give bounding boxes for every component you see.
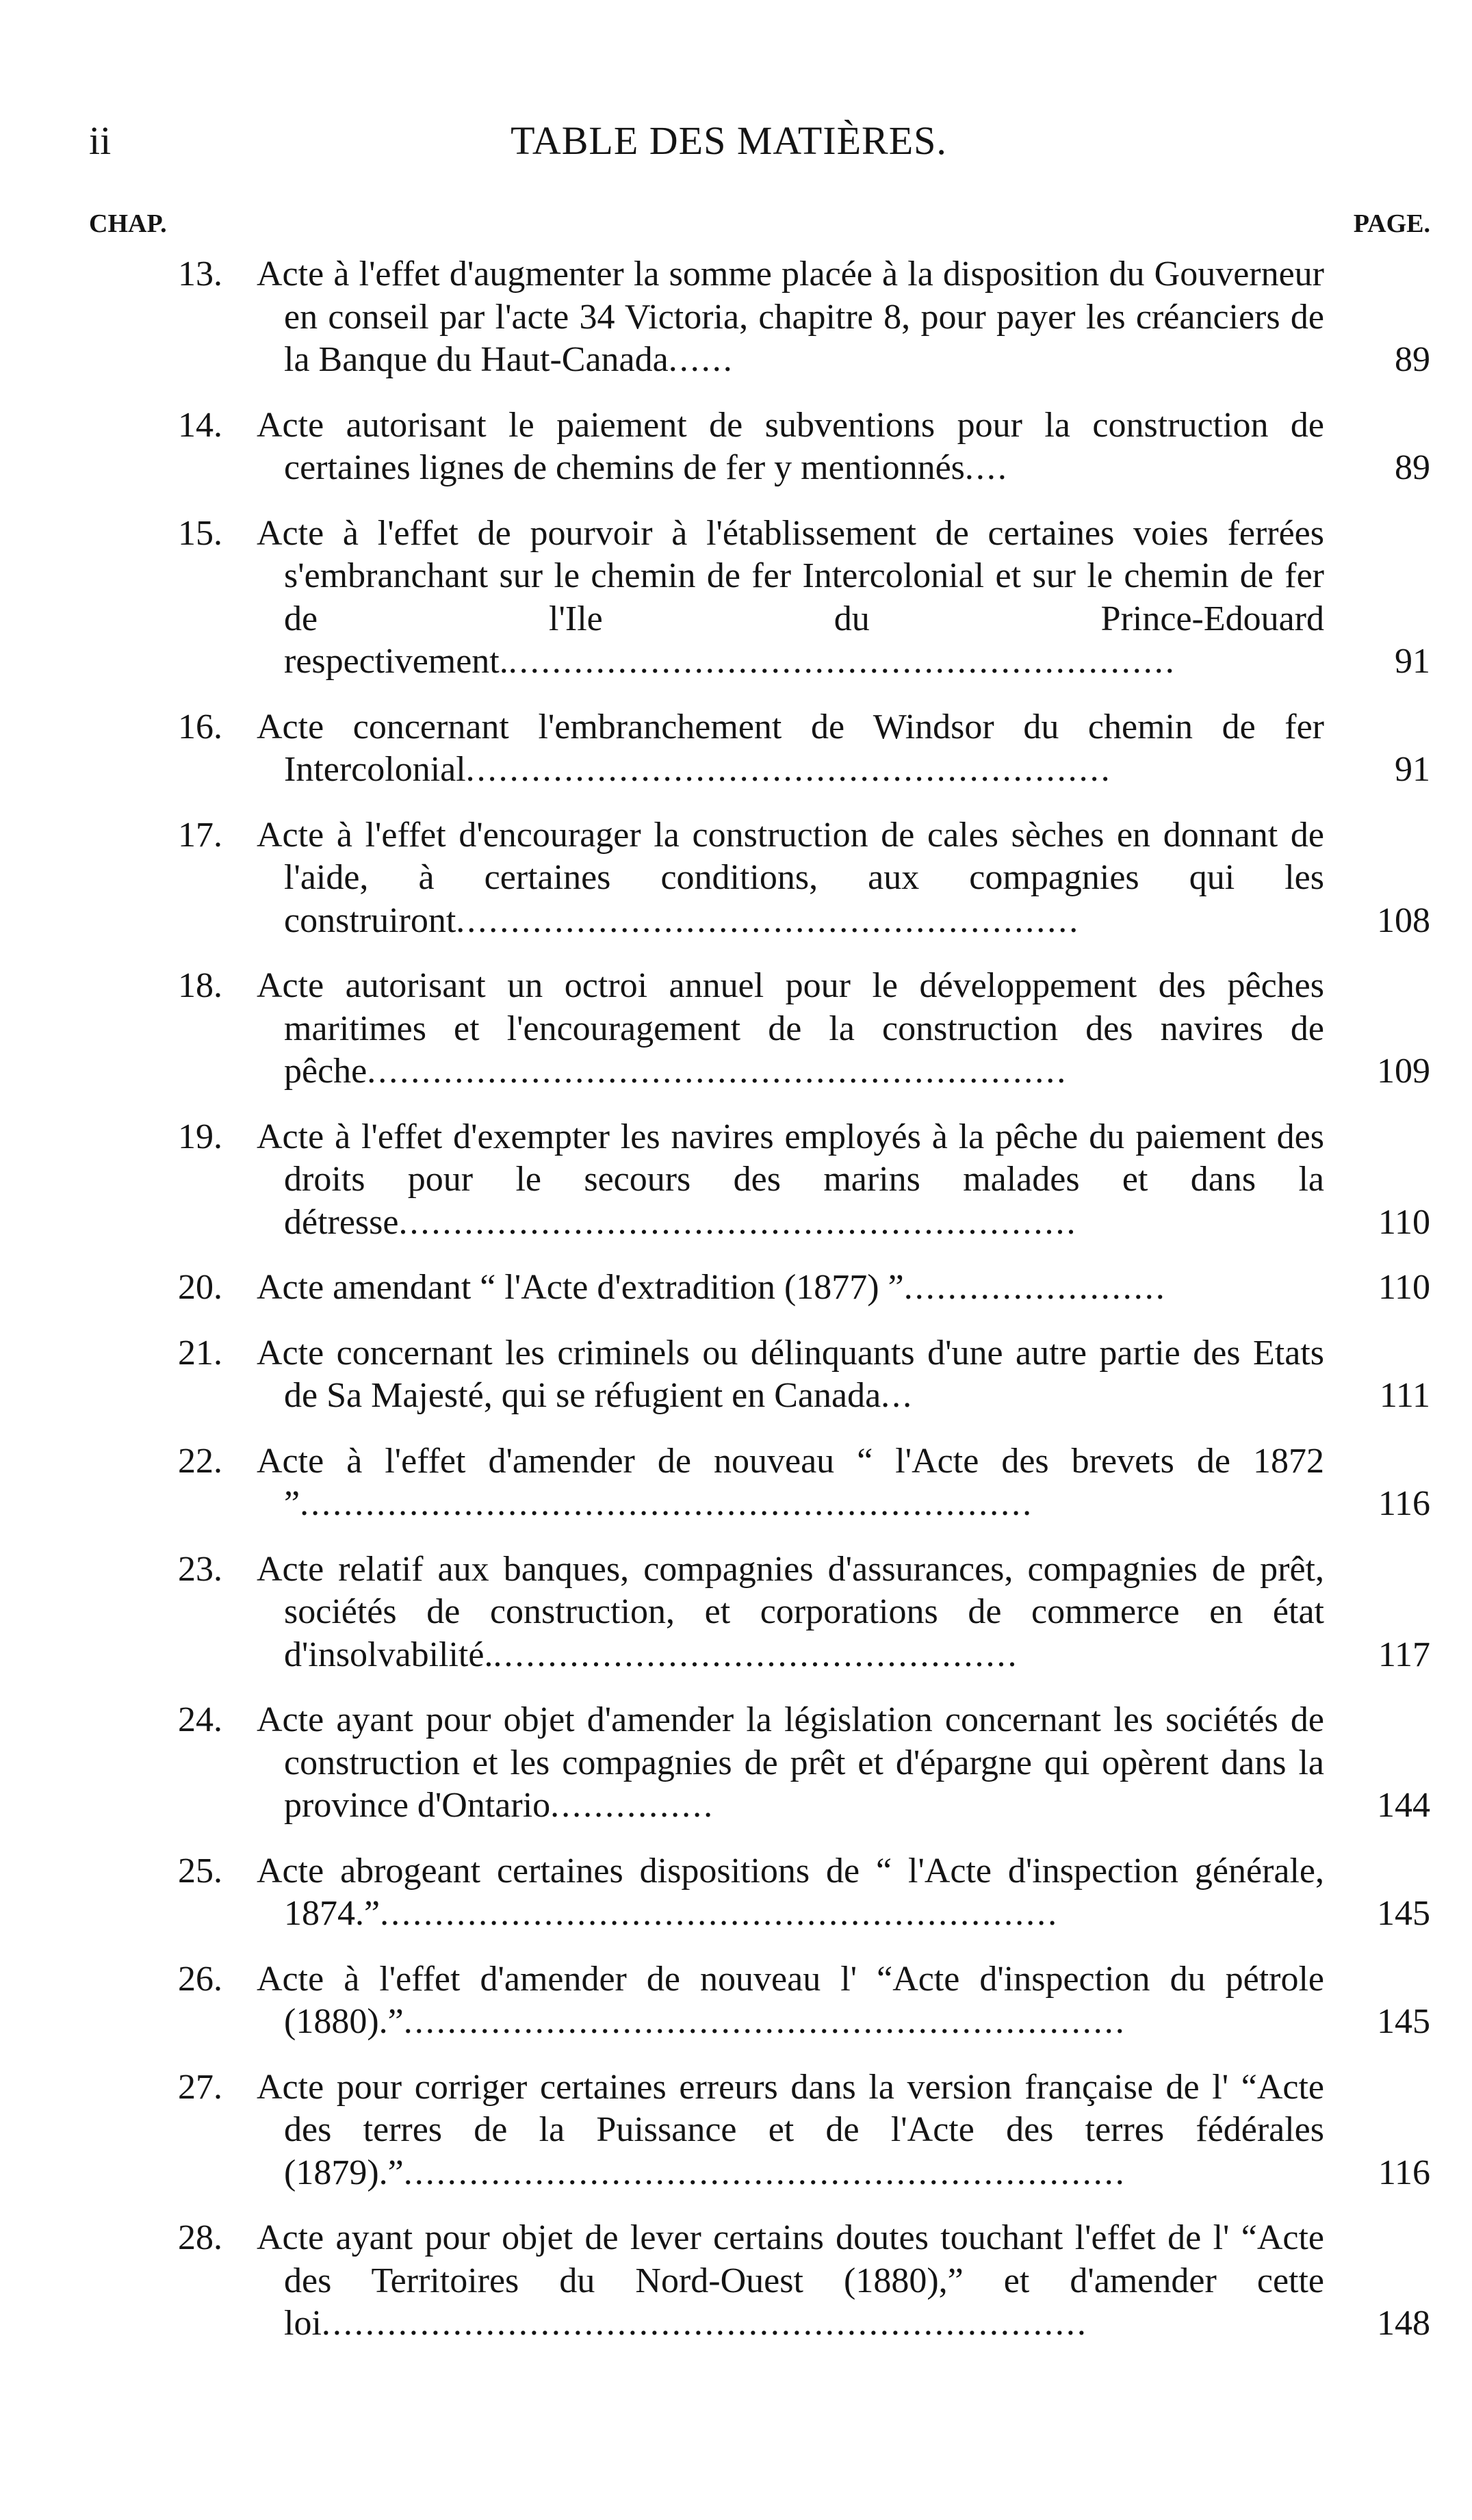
entry-title: Acte concernant l'embranchement de Windsor du chemin de fer Intercolonial........................................................... — [257, 707, 1324, 789]
chapter-number: 16. — [178, 707, 222, 746]
leader-dots: .............................................................. — [380, 1894, 1059, 1933]
page-reference: 91 — [1395, 750, 1430, 789]
entry-title: Acte ayant pour objet d'amender la législation concernant les sociétés de construction et les compagnies de prêt et d'épargne qui opèrent dans la province d'Ontario............... — [257, 1700, 1324, 1825]
leader-dots: ................................................................... — [300, 1484, 1034, 1523]
toc-entry — [123, 2066, 1430, 2195]
chapter-column-header: CHAP. — [89, 209, 167, 238]
table-of-contents — [123, 250, 1430, 2346]
chapter-number: 27. — [178, 2067, 222, 2107]
chapter-number: 20. — [178, 1268, 222, 1307]
entry-title: Acte autorisant un octroi annuel pour le développement des pêches maritimes et l'encouragement de la construction des navires de pêche................................................................ — [257, 966, 1324, 1091]
entry-title: Acte à l'effet d'exempter les navires employés à la pêche du paiement des droits pour le secours des marins malades et dans la détresse.............................................................. — [257, 1117, 1324, 1242]
page-reference: 89 — [1395, 340, 1430, 379]
page-reference: 116 — [1378, 1484, 1430, 1523]
entry-title: Acte à l'effet de pourvoir à l'établissement de certaines voies ferrées s'embranchant sur le chemin de fer Intercolonial et sur le chemin de fer de l'Ile du Prince-Edouard respectivement.............................................................. — [257, 513, 1324, 681]
chapter-number: 25. — [178, 1851, 222, 1891]
chapter-number: 28. — [178, 2218, 222, 2257]
page-reference: 148 — [1377, 2304, 1430, 2343]
toc-entry — [123, 2217, 1430, 2346]
entry-title: Acte à l'effet d'amender de nouveau l' “Acte d'inspection du pétrole (1880).”.................................................................. — [257, 1959, 1324, 2041]
leader-dots: ................................................ — [493, 1635, 1019, 1674]
toc-entry — [123, 706, 1430, 792]
page-reference: 91 — [1395, 642, 1430, 681]
leader-dots: ............... — [550, 1786, 715, 1825]
chapter-number: 14. — [178, 405, 222, 445]
entry-title: Acte autorisant le paiement de subventions pour la construction de certaines lignes de chemins de fer y mentionnés.... — [257, 405, 1324, 487]
toc-entry — [123, 1548, 1430, 1677]
leader-dots: ... — [881, 1376, 914, 1415]
entry-title: Acte abrogeant certaines dispositions de “ l'Acte d'inspection générale, 1874.”.............................................................. — [257, 1851, 1324, 1933]
leader-dots: .... — [964, 448, 1009, 487]
leader-dots: ........................ — [903, 1268, 1167, 1307]
entry-title: Acte à l'effet d'encourager la construction de cales sèches en donnant de l'aide, à certaines conditions, aux compagnies qui les construiront......................................................... — [257, 815, 1324, 940]
leader-dots: ................................................................ — [367, 1052, 1068, 1091]
chapter-number: 24. — [178, 1700, 222, 1739]
entry-title: Acte relatif aux banques, compagnies d'assurances, compagnies de prêt, sociétés de construction, et corporations de commerce en état d'insolvabilité................................................. — [257, 1549, 1324, 1674]
page-reference: 117 — [1378, 1635, 1430, 1674]
entry-title: Acte concernant les criminels ou délinquants d'une autre partie des Etats de Sa Majesté, qui se réfugient en Canada... — [257, 1333, 1324, 1415]
page-reference: 108 — [1377, 900, 1430, 940]
chapter-number: 13. — [178, 255, 222, 294]
page-column-header: PAGE. — [1353, 209, 1430, 238]
chapter-number: 19. — [178, 1117, 222, 1156]
chapter-number: 23. — [178, 1549, 222, 1589]
leader-dots: .................................................................. — [403, 2153, 1126, 2192]
toc-entry — [123, 965, 1430, 1093]
toc-entry — [123, 253, 1430, 382]
chapter-number: 22. — [178, 1441, 222, 1481]
leader-dots: ........................................................... — [465, 750, 1112, 789]
toc-entry — [123, 1332, 1430, 1418]
page-header — [89, 118, 1369, 179]
entry-title: Acte à l'effet d'augmenter la somme placée à la disposition du Gouverneur en conseil par l'acte 34 Victoria, chapitre 8, pour payer les créanciers de la Banque du Haut-Canada...... — [257, 255, 1324, 379]
chapter-number: 17. — [178, 815, 222, 855]
toc-entry — [123, 1850, 1430, 1936]
column-headers — [89, 209, 1430, 243]
leader-dots: ............................................................. — [508, 642, 1176, 681]
leader-dots: .................................................................. — [403, 2002, 1126, 2041]
toc-entry — [123, 814, 1430, 943]
page-reference: 89 — [1395, 448, 1430, 487]
page-reference: 109 — [1377, 1052, 1430, 1091]
page-reference: 111 — [1379, 1376, 1430, 1415]
page-reference: 145 — [1377, 1894, 1430, 1933]
leader-dots: ......................................................... — [456, 900, 1081, 940]
entry-title: Acte pour corriger certaines erreurs dans la version française de l' “Acte des terres de la Puissance et de l'Acte des terres fédérales (1879).”.................................................................. — [257, 2067, 1324, 2192]
chapter-number: 15. — [178, 513, 222, 553]
page-number: ii — [89, 118, 112, 163]
toc-entry — [123, 1440, 1430, 1526]
leader-dots: ...... — [668, 340, 734, 379]
leader-dots: ...................................................................... — [321, 2304, 1088, 2343]
chapter-number: 21. — [178, 1333, 222, 1373]
entry-title: Acte ayant pour objet de lever certains doutes touchant l'effet de l' “Acte des Territoires du Nord-Ouest (1880),” et d'amender cette loi...................................................................... — [257, 2218, 1324, 2343]
toc-entry — [123, 404, 1430, 490]
page-title: TABLE DES MATIÈRES. — [511, 118, 947, 163]
page-reference: 110 — [1378, 1268, 1430, 1307]
toc-entry — [123, 1699, 1430, 1828]
toc-entry — [123, 1116, 1430, 1245]
chapter-number: 18. — [178, 966, 222, 1005]
page-reference: 116 — [1378, 2153, 1430, 2192]
toc-entry — [123, 512, 1430, 684]
leader-dots: .............................................................. — [398, 1202, 1078, 1242]
page-reference: 110 — [1378, 1202, 1430, 1242]
entry-title: Acte amendant “ l'Acte d'extradition (1877) ”........................ — [257, 1268, 1167, 1307]
chapter-number: 26. — [178, 1959, 222, 1999]
page-reference: 145 — [1377, 2002, 1430, 2041]
toc-entry — [123, 1958, 1430, 2044]
toc-entry — [123, 1267, 1430, 1310]
page-reference: 144 — [1377, 1786, 1430, 1825]
entry-title: Acte à l'effet d'amender de nouveau “ l'Acte des brevets de 1872 ”................................................................... — [257, 1441, 1324, 1523]
